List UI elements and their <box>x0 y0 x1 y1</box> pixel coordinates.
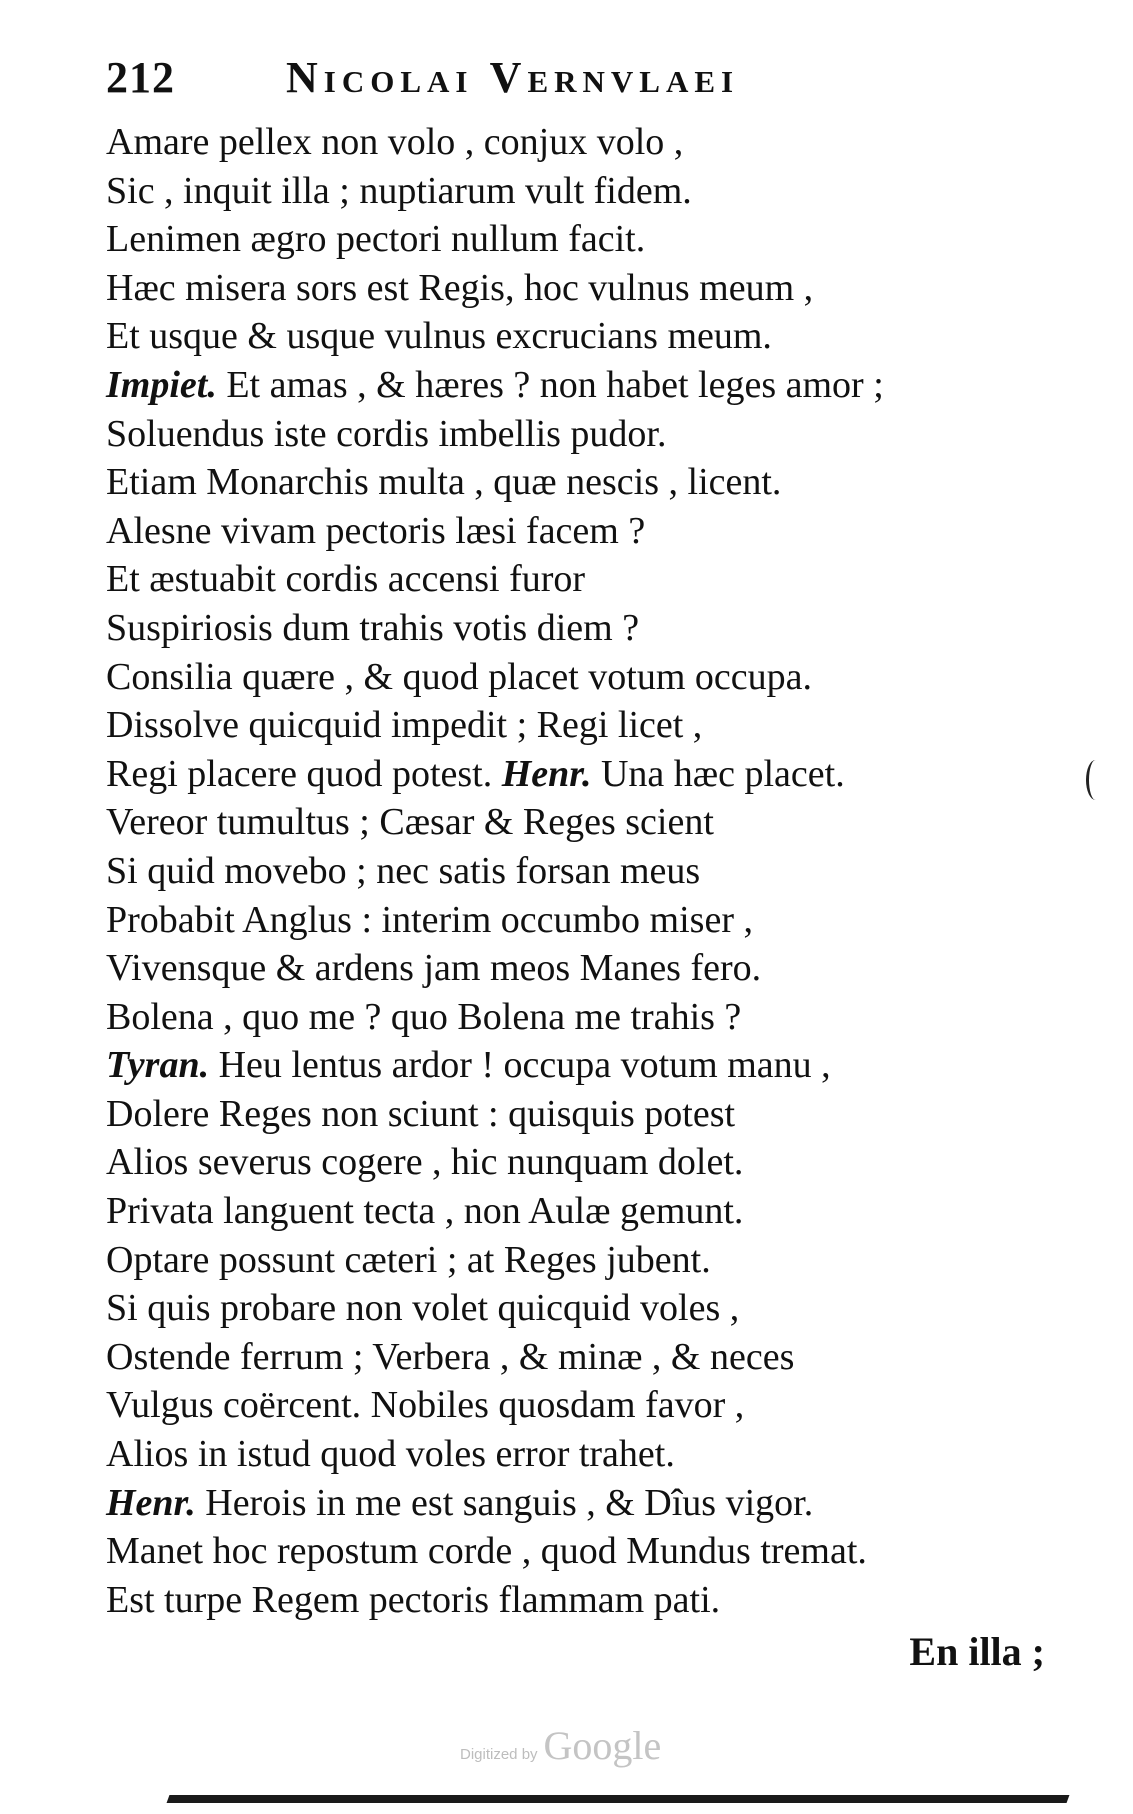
verse-text: Heu lentus ardor ! occupa votum manu , <box>218 1044 831 1087</box>
verse-line <box>106 653 1046 702</box>
verse-text: Probabit Anglus : interim occumbo miser , <box>106 898 753 941</box>
verse-line <box>106 993 1046 1042</box>
verse-line <box>106 701 1046 750</box>
verse-text: Et amas , & hæres ? non habet leges amor ; <box>226 363 884 406</box>
verse-list <box>106 118 1046 1624</box>
verse-line <box>106 410 1046 459</box>
verse-line <box>106 604 1046 653</box>
verse-text: Optare possunt cæteri ; at Reges jubent. <box>106 1238 711 1281</box>
verse-text: Regi placere quod potest. <box>106 752 493 795</box>
verse-line <box>106 896 1046 945</box>
verse-line <box>106 118 1046 167</box>
verse-line <box>106 1381 1046 1430</box>
verse-line <box>106 944 1046 993</box>
running-head: Nicolai Vernvlaei <box>286 53 740 102</box>
verse-text: Consilia quære , & quod placet votum occupa. <box>106 655 813 698</box>
verse-text: Alesne vivam pectoris læsi facem ? <box>106 509 646 552</box>
speaker-label: Henr. <box>501 752 592 795</box>
verse-line <box>106 1090 1046 1139</box>
verse-text: Si quis probare non volet quicquid voles , <box>106 1287 740 1330</box>
catchword: En illa ; <box>909 1629 1045 1674</box>
verse-text: Etiam Monarchis multa , quæ nescis , licent. <box>106 461 782 504</box>
verse-line <box>106 264 1046 313</box>
verse-line <box>106 1333 1046 1382</box>
verse-text: Lenimen ægro pectori nullum facit. <box>106 218 646 261</box>
page-header <box>106 52 886 112</box>
speaker-label: Impiet. <box>106 363 217 406</box>
verse-text: Suspiriosis dum trahis votis diem ? <box>106 606 640 649</box>
watermark-prefix: Digitized by <box>460 1746 538 1763</box>
verse-line <box>106 1479 1046 1528</box>
verse-text: Vereor tumultus ; Cæsar & Reges scient <box>106 801 714 844</box>
verse-text: Amare pellex non volo , conjux volo , <box>106 121 684 163</box>
verse-line <box>106 1041 1046 1090</box>
verse-text: Hæc misera sors est Regis, hoc vulnus meum , <box>106 266 814 309</box>
margin-mark <box>1086 760 1105 800</box>
verse-line <box>106 1236 1046 1285</box>
verse-line <box>106 458 1046 507</box>
verse-text: Est turpe Regem pectoris flammam pati. <box>106 1578 721 1621</box>
verse-line <box>106 1430 1046 1479</box>
speaker-label: Tyran. <box>106 1044 210 1087</box>
verse-text: Vulgus coërcent. Nobiles quosdam favor , <box>106 1384 745 1427</box>
verse-text: Dissolve quicquid impedit ; Regi licet , <box>106 704 703 747</box>
verse-line <box>106 798 1046 847</box>
verse-line <box>106 750 1046 799</box>
verse-line <box>106 847 1046 896</box>
verse-line <box>106 555 1046 604</box>
verse-text: Sic , inquit illa ; nuptiarum vult fidem. <box>106 169 692 212</box>
verse-line <box>106 1284 1046 1333</box>
verse-text: Alios in istud quod voles error trahet. <box>106 1433 675 1476</box>
verse-text: Ostende ferrum ; Verbera , & minæ , & neces <box>106 1335 795 1378</box>
verse-text: Una hæc placet. <box>600 752 845 795</box>
page-number: 212 <box>106 53 175 102</box>
verse-text: Bolena , quo me ? quo Bolena me trahis ? <box>106 995 742 1038</box>
verse-text: Alios severus cogere , hic nunquam dolet. <box>106 1141 744 1184</box>
verse-line <box>106 1576 1046 1625</box>
verse-line <box>106 215 1046 264</box>
verse-text: Manet hoc repostum corde , quod Mundus tremat. <box>106 1530 867 1573</box>
verse-text: Si quid movebo ; nec satis forsan meus <box>106 849 701 892</box>
verse-text: Dolere Reges non sciunt : quisquis potest <box>106 1092 736 1135</box>
verse-line <box>106 312 1046 361</box>
digitization-watermark <box>460 1722 661 1769</box>
verse-text: Privata languent tecta , non Aulæ gemunt. <box>106 1190 744 1233</box>
verse-text: Herois in me est sanguis , & Dîus vigor. <box>205 1481 814 1524</box>
verse-line <box>106 167 1046 216</box>
verse-line <box>106 1138 1046 1187</box>
verse-line <box>106 507 1046 556</box>
verse-text: Soluendus iste cordis imbellis pudor. <box>106 412 667 455</box>
verse-text: Et usque & usque vulnus excrucians meum. <box>106 315 772 358</box>
verse-line <box>106 361 1046 410</box>
bottom-rule <box>167 1795 1070 1803</box>
speaker-label: Henr. <box>106 1481 196 1524</box>
google-logo: Google <box>543 1723 662 1768</box>
verse-text: Et æstuabit cordis accensi furor <box>106 558 586 601</box>
verse-line <box>106 1187 1046 1236</box>
verse-text: Vivensque & ardens jam meos Manes fero. <box>106 947 762 990</box>
verse-line <box>106 1527 1046 1576</box>
